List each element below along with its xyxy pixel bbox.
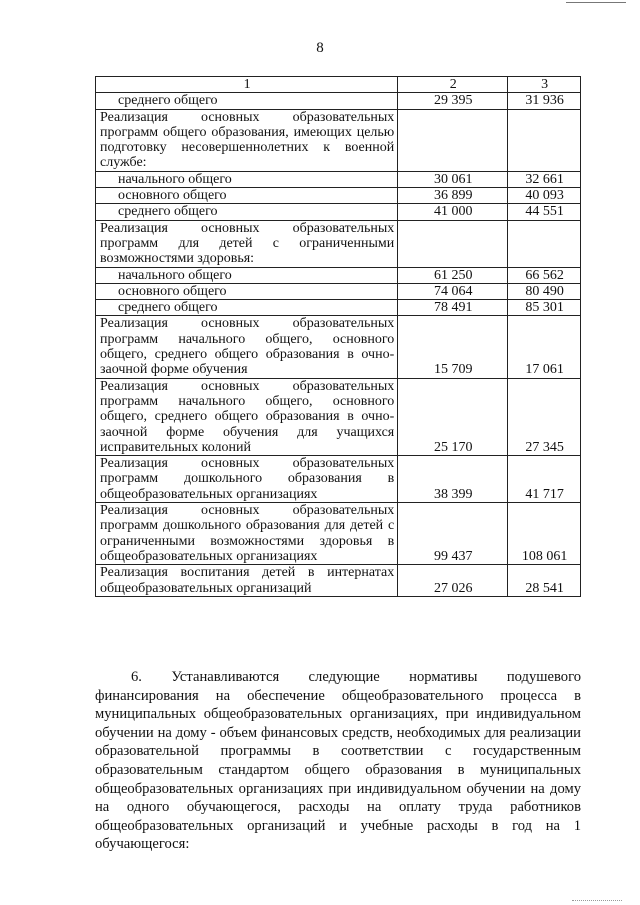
table-row bbox=[96, 204, 581, 220]
column-header-1: 1 bbox=[96, 77, 398, 93]
column-header-3: 3 bbox=[508, 77, 581, 93]
row-label: Реализация основных образовательных программ общего образования, имеющих целью подготовку несовершеннолетних к военной службе: bbox=[96, 109, 398, 171]
row-value-col2: 78 491 bbox=[398, 300, 508, 316]
row-value-col2 bbox=[398, 109, 508, 171]
table-row bbox=[96, 565, 581, 597]
row-value-col3 bbox=[508, 109, 581, 171]
table-row bbox=[96, 378, 581, 455]
row-value-col2: 74 064 bbox=[398, 283, 508, 299]
row-value-col2: 29 395 bbox=[398, 93, 508, 109]
row-label: среднего общего bbox=[96, 93, 398, 109]
row-value-col2 bbox=[398, 220, 508, 267]
row-value-col3: 80 490 bbox=[508, 283, 581, 299]
table-row bbox=[96, 109, 581, 171]
paragraph-6: 6. Устанавливаются следующие нормативы подушевого финансирования на обеспечение общеобразовательного процесса в муниципальных общеобразовательных организациях, при индивидуальном обучении на дому - объем финансовых средств, необходимых для реализации образовательной программы в соответствии с государственным образовательным стандартом общего образования в муниципальных общеобразовательных организациях при индивидуальном обучении на дому на одного обучающегося, расходы на оплату труда работников общеобразовательных организаций и учебные расходы в год на 1 обучающегося: bbox=[95, 669, 581, 853]
row-value-col2: 25 170 bbox=[398, 378, 508, 455]
row-label: основного общего bbox=[96, 188, 398, 204]
row-value-col2: 99 437 bbox=[398, 503, 508, 565]
table-row bbox=[96, 188, 581, 204]
row-label: Реализация основных образовательных программ дошкольного образования для детей с ограниченными возможностями здоровья в общеобразовательных организациях bbox=[96, 503, 398, 565]
table-row bbox=[96, 267, 581, 283]
scan-artifact-line bbox=[566, 2, 626, 5]
row-label: начального общего bbox=[96, 171, 398, 187]
page-number: 8 bbox=[316, 40, 324, 56]
row-value-col2: 61 250 bbox=[398, 267, 508, 283]
row-value-col2: 27 026 bbox=[398, 565, 508, 597]
normatives-table bbox=[95, 76, 581, 597]
row-value-col3 bbox=[508, 220, 581, 267]
row-value-col2: 38 399 bbox=[398, 456, 508, 503]
row-value-col3: 41 717 bbox=[508, 456, 581, 503]
row-label: Реализация основных образовательных программ начального общего, основного общего, среднего общего образования в очно-заочной форме обучения для учащихся исправительных колоний bbox=[96, 378, 398, 455]
table-row bbox=[96, 93, 581, 109]
row-value-col3: 85 301 bbox=[508, 300, 581, 316]
table-row bbox=[96, 503, 581, 565]
row-value-col3: 44 551 bbox=[508, 204, 581, 220]
table-row bbox=[96, 316, 581, 378]
row-label: начального общего bbox=[96, 267, 398, 283]
row-value-col2: 30 061 bbox=[398, 171, 508, 187]
row-value-col3: 40 093 bbox=[508, 188, 581, 204]
row-label: Реализация основных образовательных программ для детей с ограниченными возможностями здоровья: bbox=[96, 220, 398, 267]
row-value-col2: 41 000 bbox=[398, 204, 508, 220]
row-value-col3: 27 345 bbox=[508, 378, 581, 455]
row-label: Реализация воспитания детей в интернатах общеобразовательных организаций bbox=[96, 565, 398, 597]
row-label: Реализация основных образовательных программ начального общего, основного общего, среднего общего образования в очно-заочной форме обучения bbox=[96, 316, 398, 378]
row-value-col3: 28 541 bbox=[508, 565, 581, 597]
row-label: среднего общего bbox=[96, 204, 398, 220]
column-header-2: 2 bbox=[398, 77, 508, 93]
row-value-col2: 15 709 bbox=[398, 316, 508, 378]
scan-artifact-line-bottom bbox=[572, 900, 622, 901]
row-label: Реализация основных образовательных программ дошкольного образования в общеобразовательных организациях bbox=[96, 456, 398, 503]
table-row bbox=[96, 300, 581, 316]
table-header-row bbox=[96, 77, 581, 93]
row-value-col3: 17 061 bbox=[508, 316, 581, 378]
table-row bbox=[96, 171, 581, 187]
table-row bbox=[96, 283, 581, 299]
row-label: среднего общего bbox=[96, 300, 398, 316]
row-value-col3: 66 562 bbox=[508, 267, 581, 283]
table-body bbox=[96, 77, 581, 597]
row-value-col3: 108 061 bbox=[508, 503, 581, 565]
row-value-col2: 36 899 bbox=[398, 188, 508, 204]
table-row bbox=[96, 456, 581, 503]
row-value-col3: 32 661 bbox=[508, 171, 581, 187]
row-label: основного общего bbox=[96, 283, 398, 299]
table-row bbox=[96, 220, 581, 267]
row-value-col3: 31 936 bbox=[508, 93, 581, 109]
